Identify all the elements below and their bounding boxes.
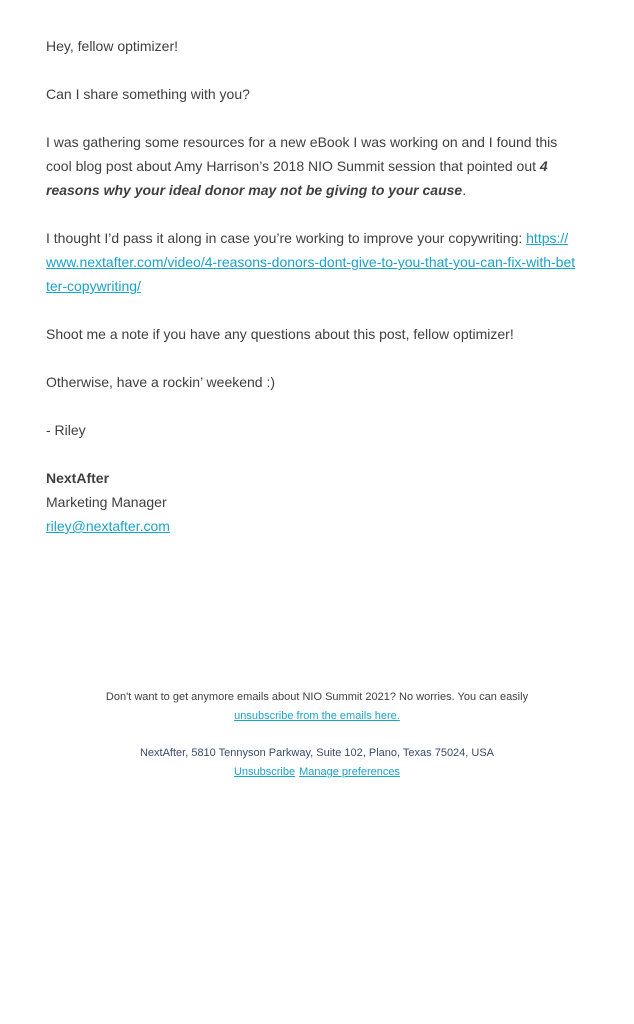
signoff: - Riley bbox=[46, 422, 86, 438]
unsubscribe-emails-link[interactable]: unsubscribe from the emails here. bbox=[234, 710, 400, 722]
footer-notice bbox=[0, 688, 634, 726]
intro-line: Can I share something with you? bbox=[46, 86, 250, 102]
paragraph-resources-text: I was gathering some resources for a new eBook I was working on and I found this cool blog post about Amy Harrison’s 2018 NIO Summit session that pointed out bbox=[46, 134, 558, 174]
blog-post-link[interactable]: https://www.nextafter.com/video/4-reasons-donors-dont-give-to-you-that-you-can-fix-with-better-copywriting/ bbox=[46, 230, 576, 294]
unsubscribe-link[interactable]: Unsubscribe bbox=[233, 766, 296, 778]
signature bbox=[46, 466, 576, 538]
emphasis-reasons: 4 reasons why your ideal donor may not be giving to your cause bbox=[46, 158, 548, 198]
paragraph-questions: Shoot me a note if you have any questions about this post, fellow optimizer! bbox=[46, 326, 514, 342]
email-footer bbox=[0, 688, 634, 782]
footer-address-block bbox=[0, 744, 634, 782]
email-body bbox=[46, 34, 576, 562]
paragraph-share bbox=[46, 226, 576, 298]
paragraph-weekend: Otherwise, have a rockin’ weekend :) bbox=[46, 374, 276, 390]
signature-email-link[interactable]: riley@nextafter.com bbox=[46, 518, 170, 534]
signature-title: Marketing Manager bbox=[46, 494, 167, 510]
footer-notice-text: Don't want to get anymore emails about NIO Summit 2021? No worries. You can easily bbox=[105, 691, 529, 703]
manage-preferences-link[interactable]: Manage preferences bbox=[299, 766, 401, 778]
signature-company: NextAfter bbox=[46, 470, 110, 486]
paragraph-resources bbox=[46, 130, 576, 202]
greeting: Hey, fellow optimizer! bbox=[46, 38, 179, 54]
paragraph-resources-end: . bbox=[462, 182, 467, 198]
footer-address: NextAfter, 5810 Tennyson Parkway, Suite 102, Plano, Texas 75024, USA bbox=[139, 747, 495, 759]
paragraph-share-text: I thought I’d pass it along in case you’re working to improve your copywriting: bbox=[46, 230, 527, 246]
